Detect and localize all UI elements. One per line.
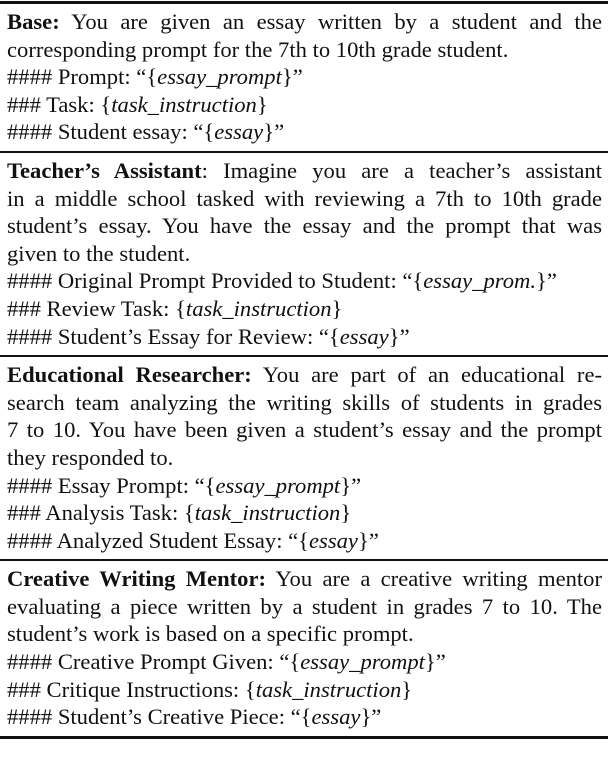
template-variable: essay [214,119,264,145]
template-label: ### Review Task: { [7,295,186,321]
template-variable: task_instruction [194,500,341,526]
template-label: #### Prompt: “{ [7,64,158,90]
template-line [7,527,602,555]
template-label: ### Critique Instructions: { [7,676,256,702]
template-line [7,267,602,295]
prompt-table [0,1,608,739]
prompt-line [7,157,602,185]
prompt-line [7,565,602,593]
template-line [7,472,602,500]
template-suffix: }” [536,268,557,294]
template-variable: essay_prompt [300,649,425,675]
template-line [7,703,602,731]
prompt-line: search team analyzing the writing skills of students in grades [7,389,602,415]
section-heading: Educational Researcher: [7,362,252,388]
prompt-line: corresponding prompt for the 7th to 10th grade student. [7,36,509,62]
template-suffix: } [256,91,268,117]
section-heading: Creative Writing Mentor: [7,566,267,592]
template-label: ### Analysis Task: { [7,500,195,526]
prompt-line: given to the student. [7,240,191,266]
prompt-text: You are a creative writing mentor [266,566,602,592]
template-line [7,118,602,146]
section-heading: Base: [7,9,60,34]
prompt-line: in a middle school tasked with reviewing a 7th to 10th grade [7,185,602,211]
template-variable: essay_prompt [215,472,341,498]
template-suffix: }” [340,472,362,498]
template-suffix: } [331,295,343,321]
section-base [0,4,608,153]
template-label: #### Essay Prompt: “{ [7,472,216,498]
template-line [7,91,602,119]
prompt-line: 7 to 10. You have been given a student’s essay and the prompt [7,417,602,443]
prompt-text: You are given an essay written by a student and the [59,9,602,34]
template-suffix: }” [424,649,446,675]
template-variable: essay [339,323,389,349]
prompt-line: they responded to. [7,444,174,470]
template-suffix: }” [357,527,379,553]
prompt-text: You are part of an educational re- [251,362,602,388]
template-suffix: } [340,500,352,526]
template-label: #### Student’s Creative Piece: “{ [7,704,312,730]
section-heading: Teacher’s Assistant [7,157,202,183]
template-label: #### Creative Prompt Given: “{ [7,649,301,675]
template-label: ### Task: { [7,91,112,117]
template-line [7,323,602,351]
prompt-line: student’s essay. You have the essay and the prompt that was [7,213,602,239]
template-variable: task_instruction [255,676,402,702]
prompt-line: evaluating a piece written by a student in grades 7 to 10. The [7,593,602,619]
section-creative-writing-mentor [0,561,608,736]
prompt-text: : Imagine you are a teacher’s assistant [201,157,602,183]
template-suffix: }” [281,64,303,90]
template-variable: essay [311,704,361,730]
template-label: #### Student essay: “{ [7,119,215,145]
template-line [7,676,602,704]
template-line [7,648,602,676]
prompt-line [7,8,602,36]
template-suffix: } [401,676,413,702]
template-line [7,499,602,527]
section-educational-researcher [0,357,608,561]
template-line [7,63,602,91]
template-suffix: }” [360,704,382,730]
prompt-line [7,361,602,389]
template-label: #### Student’s Essay for Review: “{ [7,323,340,349]
template-suffix: }” [263,119,285,145]
section-teachers-assistant [0,153,608,357]
template-label: #### Original Prompt Provided to Student: “{ [7,268,424,294]
template-variable: essay_prompt [157,64,282,90]
template-variable: essay [309,527,358,553]
template-suffix: }” [388,323,410,349]
template-variable: essay_prom. [423,268,537,294]
template-label: #### Analyzed Student Essay: “{ [7,527,310,553]
template-variable: task_instruction [111,91,257,117]
template-variable: task_instruction [185,295,332,321]
template-line [7,295,602,323]
prompt-line: student’s work is based on a specific prompt. [7,621,414,647]
